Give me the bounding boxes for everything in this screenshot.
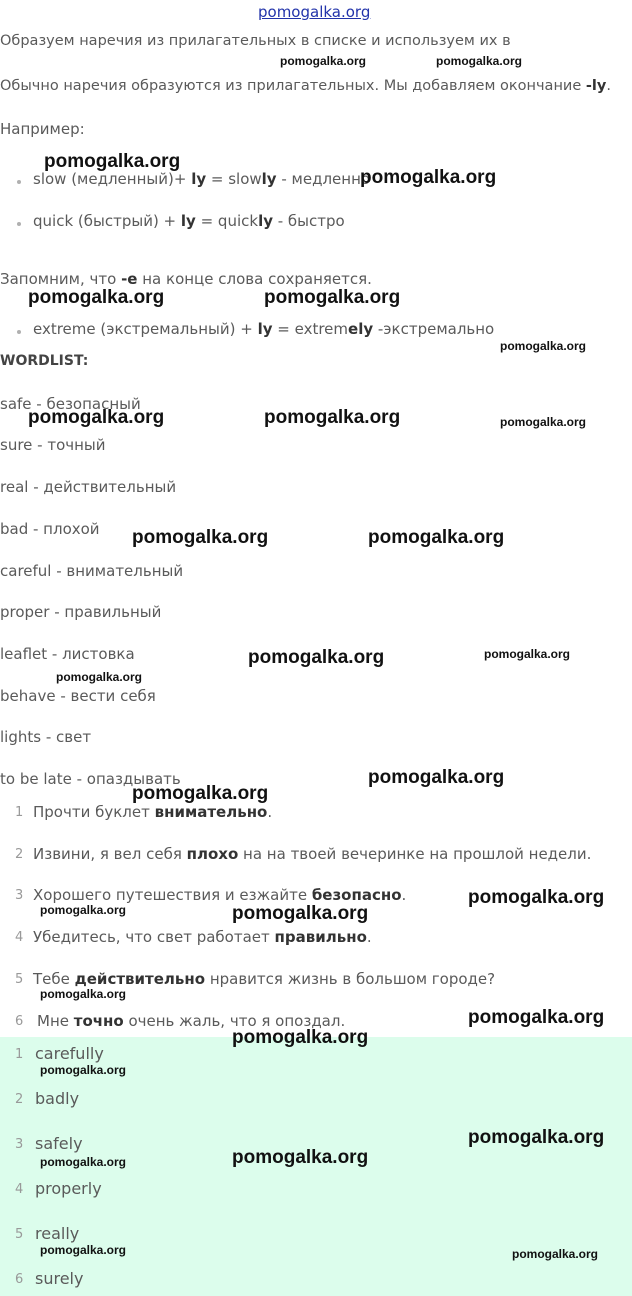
example-part: - медленно bbox=[276, 170, 371, 188]
watermark: pomogalka.org bbox=[28, 407, 165, 428]
wordlist-item: lights - свет bbox=[0, 728, 92, 746]
sentence-number: 3 bbox=[15, 888, 24, 903]
watermark: pomogalka.org bbox=[264, 287, 401, 308]
sentence-part: Прочти буклет bbox=[33, 803, 155, 821]
sentence-answer: безопасно bbox=[311, 886, 402, 904]
wordlist-heading: WORDLIST: bbox=[0, 353, 89, 369]
intro-line-2 bbox=[0, 78, 611, 94]
sentence-answer: правильно bbox=[274, 928, 367, 946]
watermark: pomogalka.org bbox=[512, 1247, 599, 1261]
rule-part: на конце слова сохраняется. bbox=[137, 270, 372, 288]
watermark: pomogalka.org bbox=[40, 903, 127, 917]
example-part: = extrem bbox=[272, 320, 349, 338]
watermark: pomogalka.org bbox=[484, 647, 571, 661]
watermark: pomogalka.org bbox=[40, 987, 127, 1001]
sentence-part: Хорошего путешествия и езжайте bbox=[33, 886, 312, 904]
answer-number: 2 bbox=[15, 1092, 24, 1107]
bullet bbox=[17, 222, 21, 226]
watermark: pomogalka.org bbox=[44, 151, 181, 172]
watermark: pomogalka.org bbox=[232, 1027, 369, 1048]
sentence-part: . bbox=[366, 928, 372, 946]
example-part: = quick bbox=[195, 212, 259, 230]
answer-word: properly bbox=[35, 1179, 102, 1198]
sentence-part: . bbox=[401, 886, 407, 904]
site-link[interactable]: pomogalka.org bbox=[258, 3, 371, 21]
watermark: pomogalka.org bbox=[40, 1243, 127, 1257]
watermark: pomogalka.org bbox=[500, 339, 587, 353]
example-part: slow (медленный)+ bbox=[33, 170, 192, 188]
sentence bbox=[33, 886, 406, 904]
answer-word: carefully bbox=[35, 1044, 104, 1063]
watermark: pomogalka.org bbox=[368, 527, 505, 548]
example-part: quick (быстрый) + bbox=[33, 212, 181, 230]
wordlist-item: careful - внимательный bbox=[0, 562, 184, 580]
sentence-number: 1 bbox=[15, 805, 24, 820]
intro-line-2-suffix: -ly bbox=[585, 78, 607, 94]
sentence-answer: точно bbox=[73, 1012, 124, 1030]
rule-part: Запомним, что bbox=[0, 270, 122, 288]
watermark: pomogalka.org bbox=[264, 407, 401, 428]
example-extreme bbox=[33, 320, 494, 338]
intro-line-2-end: . bbox=[606, 78, 611, 94]
sentence-number: 5 bbox=[15, 972, 24, 987]
wordlist-item: to be late - опаздывать bbox=[0, 770, 181, 788]
wordlist-item: leaflet - листовка bbox=[0, 645, 135, 663]
watermark: pomogalka.org bbox=[132, 527, 269, 548]
sentence-number: 2 bbox=[15, 847, 24, 862]
example-part: ly bbox=[257, 320, 273, 338]
answer-number: 6 bbox=[15, 1272, 24, 1287]
answer-word: really bbox=[35, 1224, 80, 1243]
bullet bbox=[17, 180, 21, 184]
rule-text bbox=[0, 270, 372, 288]
example-part: = slow bbox=[206, 170, 262, 188]
wordlist-item: sure - точный bbox=[0, 436, 106, 454]
sentence-part: Извини, я вел себя bbox=[33, 845, 187, 863]
watermark: pomogalka.org bbox=[28, 287, 165, 308]
watermark: pomogalka.org bbox=[40, 1063, 127, 1077]
sentence-part: очень жаль, что я опоздал. bbox=[123, 1012, 346, 1030]
sentence-part: . bbox=[267, 803, 273, 821]
wordlist-item: behave - вести себя bbox=[0, 687, 156, 705]
watermark: pomogalka.org bbox=[132, 783, 269, 804]
sentence-answer: действительно bbox=[74, 970, 206, 988]
watermark: pomogalka.org bbox=[40, 1155, 127, 1169]
example-part: extreme (экстремальный) + bbox=[33, 320, 258, 338]
bullet bbox=[17, 330, 21, 334]
watermark: pomogalka.org bbox=[468, 1127, 605, 1148]
example-quick bbox=[33, 212, 345, 230]
sentence bbox=[33, 803, 272, 821]
sentence-part: нравится жизнь в большом городе? bbox=[205, 970, 496, 988]
sentence-answer: плохо bbox=[186, 845, 239, 863]
wordlist-item: bad - плохой bbox=[0, 520, 100, 538]
sentence-number: 4 bbox=[15, 930, 24, 945]
intro-line-1: Образуем наречия из прилагательных в списке и используем их в bbox=[0, 33, 511, 49]
rule-part: -e bbox=[121, 270, 138, 288]
watermark: pomogalka.org bbox=[56, 670, 143, 684]
watermark: pomogalka.org bbox=[248, 647, 385, 668]
wordlist-item: safe - безопасный bbox=[0, 395, 141, 413]
example-part: - быстро bbox=[272, 212, 345, 230]
example-part: ly bbox=[261, 170, 277, 188]
watermark: pomogalka.org bbox=[468, 1007, 605, 1028]
answer-word: surely bbox=[35, 1269, 84, 1288]
sentence-part: на на твоей вечеринке на прошлой недели. bbox=[238, 845, 592, 863]
example-part: ely bbox=[348, 320, 374, 338]
example-part: -экстремально bbox=[373, 320, 495, 338]
answer-number: 5 bbox=[15, 1227, 24, 1242]
watermark: pomogalka.org bbox=[368, 767, 505, 788]
sentence-part: Мне bbox=[37, 1012, 74, 1030]
sentence bbox=[33, 928, 372, 946]
watermark: pomogalka.org bbox=[500, 415, 587, 429]
sentence-answer: внимательно bbox=[154, 803, 268, 821]
intro-line-2-text: Обычно наречия образуются из прилагательных. Мы добавляем окончание bbox=[0, 78, 586, 94]
watermark: pomogalka.org bbox=[232, 1147, 369, 1168]
answer-word: safely bbox=[35, 1134, 83, 1153]
example-part: ly bbox=[258, 212, 273, 230]
example-part: ly bbox=[191, 170, 207, 188]
sentence-number: 6 bbox=[15, 1014, 24, 1029]
watermark: pomogalka.org bbox=[232, 903, 369, 924]
example-part: ly bbox=[180, 212, 196, 230]
sentence-part: Тебе bbox=[33, 970, 75, 988]
watermark: pomogalka.org bbox=[280, 54, 367, 68]
answer-number: 4 bbox=[15, 1182, 24, 1197]
sentence bbox=[33, 970, 495, 988]
wordlist-item: proper - правильный bbox=[0, 603, 162, 621]
wordlist-item: real - действительный bbox=[0, 478, 177, 496]
sentence bbox=[33, 845, 591, 863]
sentence-part: Убедитесь, что свет работает bbox=[33, 928, 275, 946]
example-label: Например: bbox=[0, 120, 85, 138]
answer-word: badly bbox=[35, 1089, 80, 1108]
watermark: pomogalka.org bbox=[436, 54, 523, 68]
watermark: pomogalka.org bbox=[468, 887, 605, 908]
answer-number: 1 bbox=[15, 1047, 24, 1062]
answer-number: 3 bbox=[15, 1137, 24, 1152]
watermark: pomogalka.org bbox=[360, 167, 497, 188]
